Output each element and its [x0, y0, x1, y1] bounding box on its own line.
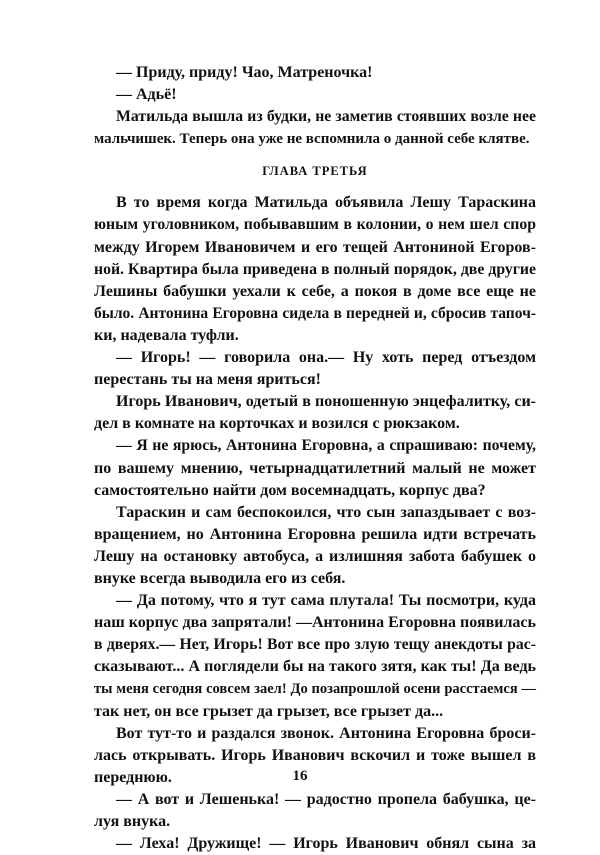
text-line: ной. Квартира была приведена в полный порядок, две другие: [94, 260, 536, 278]
text-line: юным уголовником, побывавшим в колонии, о нем шел спор: [94, 216, 536, 234]
text-line: Вот тут-то и раздался звонок. Антонина Егоровна броси-: [116, 724, 536, 742]
text-line: — А вот и Лешенька! — радостно пропела бабушка, це-: [116, 790, 536, 808]
page-text: [94, 62, 536, 855]
text-line: самостоятельно найти дом восемнадцать, корпус два?: [94, 481, 486, 499]
text-line: В то время когда Матильда объявила Лешу Тараскина: [116, 194, 536, 212]
text-line: Матильда вышла из будки, не заметив стоявших возле нее: [116, 108, 536, 126]
text-line: по вашему мнению, четырнадцатилетний малый не может: [94, 459, 536, 477]
text-line: перестань ты на меня яриться!: [94, 371, 321, 389]
text-line: Лешу на остановку автобуса, а излишняя забота бабушек о: [94, 547, 536, 565]
text-line: — Игорь! — говорила она.— Ну хоть перед отъездом: [116, 349, 536, 367]
text-line: внуке всегда выводила его из себя.: [94, 569, 346, 587]
text-line: сказывают... А поглядели бы на такого зятя, как ты! Да ведь: [94, 658, 536, 676]
text-line: — Да потому, что я тут сама плутала! Ты посмотри, куда: [116, 592, 536, 610]
text-line: — Адьё!: [116, 86, 177, 104]
text-line: Игорь Иванович, одетый в поношенную энцефалитку, си-: [116, 393, 536, 411]
text-line: между Игорем Ивановичем и его тещей Антониной Егоров-: [94, 238, 536, 256]
text-line: Лешины бабушки уехали к себе, а покоя в доме все еще не: [94, 282, 536, 300]
text-line: наш корпус два запрятали! —Антонина Егоровна появилась: [94, 614, 536, 632]
text-line: ки, надевала туфли.: [94, 326, 239, 344]
text-line: луя внука.: [94, 813, 171, 830]
page-number: 16: [292, 768, 308, 784]
text-line: вращением, но Антонина Егоровна решила идти встречать: [94, 525, 536, 543]
text-line: — Я не ярюсь, Антонина Егоровна, а спрашиваю: почему,: [116, 437, 536, 455]
chapter-heading: ГЛАВА ТРЕТЬЯ: [262, 164, 368, 179]
text-line: лась открывать. Игорь Иванович вскочил и тоже вышел в: [94, 746, 536, 764]
text-line: — Приду, приду! Чао, Матреночка!: [116, 64, 373, 81]
text-line: мальчишек. Теперь она уже не вспомнила о данной себе клятве.: [94, 131, 530, 148]
text-line: — Леха! Дружище! — Игорь Иванович обнял сына за: [116, 835, 536, 853]
text-line: Тараскин и сам беспокоился, что сын запаздывает с воз-: [116, 503, 536, 521]
text-line: было. Антонина Егоровна сидела в передней и, сбросив тапоч-: [94, 304, 536, 322]
text-line: ты меня сегодня совсем заел! До позапрошлой осени расстаемся —: [94, 681, 536, 698]
text-line: в дверях.— Нет, Игорь! Вот все про злую тещу анекдоты рас-: [94, 636, 536, 654]
text-line: дел в комнате на корточках и возился с рюкзаком.: [94, 415, 460, 433]
text-line: так нет, он все грызет да грызет, все грызет да...: [94, 702, 444, 720]
text-line: переднюю.: [94, 768, 172, 786]
